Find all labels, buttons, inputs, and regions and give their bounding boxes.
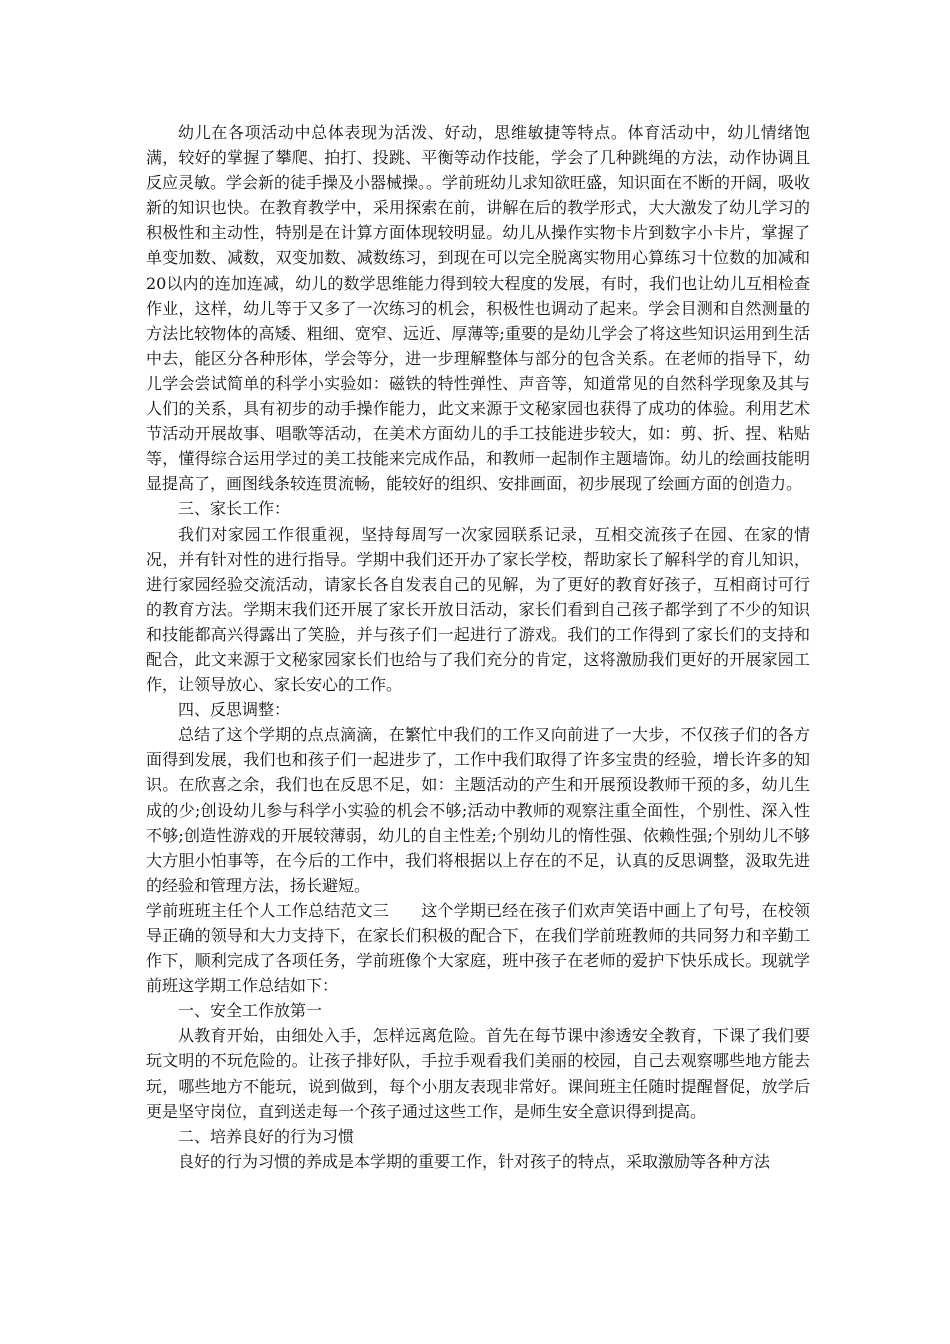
paragraph-parent-work: 我们对家园工作很重视，坚持每周写一次家园联系记录，互相交流孩子在园、在家的情况，并有针对性的进行指导。学期中我们还开办了家长学校，帮助家长了解科学的育儿知识，进行家园经验交流活动，请家长各自发表自己的见解，为了更好的教育好孩子，互相商讨可行的教育方法。学期末我们还开展了家长开放日活动，家长们看到自己孩子都学到了不少的知识和技能都高兴得露出了笑脸，并与孩子们一起进行了游戏。我们的工作得到了家长们的支持和配合，此文来源于文秘家园家长们也给与了我们充分的肯定，这将激励我们更好的开展家园工作，让领导放心、家长安心的工作。 xyxy=(146,524,810,695)
paragraph-activities: 幼儿在各项活动中总体表现为活泼、好动，思维敏捷等特点。体育活动中，幼儿情绪饱满，较好的掌握了攀爬、拍打、投跳、平衡等动作技能，学会了几种跳绳的方法，动作协调且反应灵敏。学会新的徒手操及小器械操。。学前班幼儿求知欲旺盛，知识面在不断的开阔，吸收新的知识也快。在教育教学中，采用探索在前，讲解在后的教学形式，大大激发了幼儿学习的积极性和主动性，特别是在计算方面体现较明显。幼儿从操作实物卡片到数字小卡片，掌握了单变加数、减数，双变加数、减数练习，到现在可以完全脱离实物用心算练习十位数的加减和20以内的连加连减，幼儿的数学思维能力得到较大程度的发展，有时，我们也让幼儿互相检查作业，这样，幼儿等于又多了一次练习的机会，积极性也调动了起来。学会目测和自然测量的方法比较物体的高矮、粗细、宽窄、远近、厚薄等;重要的是幼儿学会了将这些知识运用到生活中去，能区分各种形体，学会等分，进一步理解整体与部分的包含关系。在老师的指导下，幼儿学会尝试简单的科学小实验如：磁铁的特性弹性、声音等，知道常见的自然科学现象及其与人们的关系，具有初步的动手操作能力，此文来源于文秘家园也获得了成功的体验。利用艺术节活动开展故事、唱歌等活动，在美术方面幼儿的手工技能进步较大，如：剪、折、捏、粘贴等，懂得综合运用学过的美工技能来完成作品，和教师一起制作主题墙饰。幼儿的绘画技能明显提高了，画图线条较连贯流畅，能较好的组织、安排画面，初步展现了绘画方面的创造力。 xyxy=(146,123,811,494)
heading-safety: 一、安全工作放第一 xyxy=(178,1001,323,1021)
document-page xyxy=(146,120,810,1174)
summary-three-body: 这个学期已经在孩子们欢声笑语中画上了句号，在校领导正确的领导和大力支持下，在家长们积极的配合下，在我们学前班教师的共同努力和辛勤工作下，顺利完成了各项任务，学前班像个大家庭，班中孩子在老师的爱护下快乐成长。现就学前班这学期工作总结如下： xyxy=(146,900,810,996)
heading-habits: 二、培养良好的行为习惯 xyxy=(178,1126,355,1146)
summary-three-title: 学前班班主任个人工作总结范文三 xyxy=(146,900,390,920)
heading-reflection: 四、反思调整： xyxy=(178,700,291,720)
paragraph-reflection: 总结了这个学期的点点滴滴，在繁忙中我们的工作又向前进了一大步，不仅孩子们的各方面得到发展，我们也和孩子们一起进步了，工作中我们取得了许多宝贵的经验，增长许多的知识。在欣喜之余，我们也在反思不足，如：主题活动的产生和开展预设教师干预的多，幼儿生成的少;创设幼儿参与科学小实验的机会不够;活动中教师的观察注重全面性，个别性、深入性不够;创造性游戏的开展较薄弱，幼儿的自主性差;个别幼儿的惰性强、依赖性强;个别幼儿不够大方胆小怕事等，在今后的工作中，我们将根据以上存在的不足，认真的反思调整，汲取先进的经验和管理方法，扬长避短。 xyxy=(146,725,810,895)
paragraph-safety: 从教育开始，由细处入手，怎样远离危险。首先在每节课中渗透安全教育，下课了我们要玩文明的不玩危险的。让孩子排好队，手拉手观看我们美丽的校园，自己去观察哪些地方能去玩，哪些地方不能玩，说到做到，每个小朋友表现非常好。课间班主任随时提醒督促，放学后更是坚守岗位，直到送走每一个孩子通过这些工作，是师生安全意识得到提高。 xyxy=(146,1026,810,1121)
paragraph-habits: 良好的行为习惯的养成是本学期的重要工作，针对孩子的特点，采取激励等各种方法 xyxy=(178,1151,771,1171)
heading-parent-work: 三、家长工作： xyxy=(178,499,291,519)
paragraph-summary-three xyxy=(146,898,810,998)
